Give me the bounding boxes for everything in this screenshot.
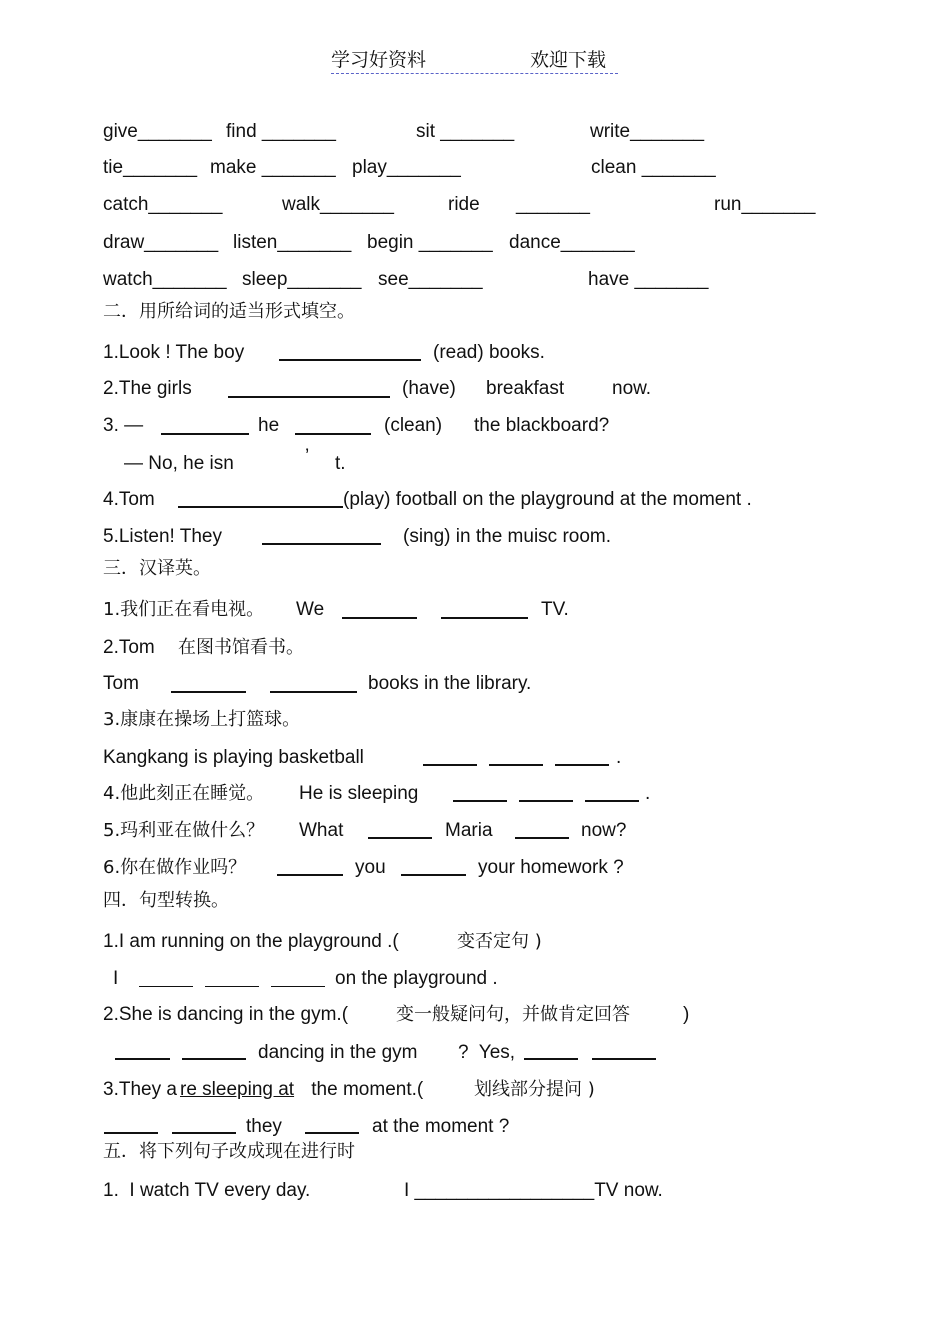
blank-line: [178, 506, 343, 508]
s2-q2-text: 2.The girls: [103, 378, 192, 399]
s4-q3b-they: they: [246, 1116, 282, 1137]
blank-line: [270, 691, 357, 693]
verb-see: see_______: [378, 269, 483, 290]
verb-run: run_______: [714, 194, 816, 215]
s4-q2b-yes: ? Yes,: [458, 1042, 516, 1063]
s2-q5-text: 5.Listen! They: [103, 526, 223, 547]
verb-write: write_______: [590, 121, 705, 142]
s4-q3-underlined: re sleeping at: [180, 1079, 295, 1100]
s2-q1-text: 1.Look ! The boy: [103, 342, 245, 363]
blank-line: [524, 1058, 578, 1060]
s2-q2-word: breakfast: [486, 378, 565, 399]
blank-line: [182, 1058, 246, 1060]
s3-q4-text: He is sleeping: [299, 783, 419, 804]
s2-q3-he: he: [258, 415, 280, 436]
s2-q4-tail: (play) football on the playground at the moment .: [343, 489, 752, 510]
section-3-heading: 三．汉译英。: [103, 558, 211, 579]
blank-line: [279, 359, 421, 361]
blank-line: [515, 837, 569, 839]
verb-tie: tie_______: [103, 157, 198, 178]
verb-clean: clean _______: [591, 157, 716, 178]
blank-line: [277, 874, 343, 876]
verb-catch: catch_______: [103, 194, 223, 215]
s5-q1-text: 1. I watch TV every day.: [103, 1180, 311, 1201]
s2-q3-answer: — No, he isn: [124, 453, 234, 474]
s3-q4-cn: 4.他此刻正在睡觉。: [103, 783, 265, 804]
s4-q1b-i: I: [113, 968, 119, 989]
s4-q1-instruction: 变否定句 ): [457, 931, 542, 952]
s2-q3-apostrophe: ’: [305, 446, 310, 467]
s3-q2-tom: 2.Tom: [103, 637, 155, 658]
blank-line: [342, 617, 417, 619]
blank-line: [441, 617, 528, 619]
s2-q2-verb: (have): [402, 378, 456, 399]
s3-q6-tail: your homework ?: [478, 857, 624, 878]
s3-q3b-period: .: [616, 747, 622, 768]
s3-q1-tail: TV.: [541, 599, 569, 620]
blank-line: [139, 986, 193, 987]
blank-line: [519, 800, 573, 802]
s2-q3-tail: the blackboard?: [474, 415, 610, 436]
s3-q5-cn: 5.玛利亚在做什么？: [103, 820, 265, 841]
blank-line: [423, 764, 477, 766]
blank-line: [205, 986, 259, 987]
verb-listen: listen_______: [233, 232, 352, 253]
blank-line: [161, 433, 249, 435]
blank-line: [171, 691, 246, 693]
verb-ride-blank: _______: [516, 194, 590, 215]
s2-q3-verb: (clean): [384, 415, 443, 436]
verb-dance: dance_______: [509, 232, 635, 253]
s3-q2b-tail: books in the library.: [368, 673, 532, 694]
blank-line: [104, 1132, 158, 1134]
s3-q5-tail: now?: [581, 820, 627, 841]
verb-watch: watch_______: [103, 269, 227, 290]
s3-q1-we: We: [296, 599, 325, 620]
blank-line: [271, 986, 325, 987]
blank-line: [172, 1132, 236, 1134]
blank-line: [489, 764, 543, 766]
s5-q1-answer: I _________________TV now.: [404, 1180, 663, 1201]
blank-line: [555, 764, 609, 766]
s3-q5-what: What: [299, 820, 344, 841]
s2-q1-tail: (read) books.: [433, 342, 545, 363]
verb-draw: draw_______: [103, 232, 219, 253]
s2-q5-tail: (sing) in the muisc room.: [403, 526, 612, 547]
s3-q3-cn: 3.康康在操场上打篮球。: [103, 709, 301, 730]
s3-q6-you: you: [355, 857, 386, 878]
s4-q3-lead: 3.They a: [103, 1079, 177, 1100]
blank-line: [401, 874, 466, 876]
s3-q6-cn: 6.你在做作业吗？: [103, 857, 247, 878]
s4-q1b-tail: on the playground .: [335, 968, 498, 989]
verb-give: give_______: [103, 121, 212, 142]
s3-q1-cn: 1.我们正在看电视。: [103, 599, 265, 620]
verb-have: have _______: [588, 269, 709, 290]
s2-q2-tail: now.: [612, 378, 652, 399]
s4-q2-instruction: 变一般疑问句，并做肯定回答: [396, 1004, 630, 1025]
s4-q2-close: ): [683, 1004, 690, 1025]
s4-q1-text: 1.I am running on the playground .(: [103, 931, 399, 952]
verb-sit: sit _______: [416, 121, 515, 142]
blank-line: [295, 433, 371, 435]
section-2-heading: 二．用所给词的适当形式填空。: [103, 301, 355, 322]
blank-line: [305, 1132, 359, 1134]
s3-q5-maria: Maria: [445, 820, 493, 841]
verb-play: play_______: [352, 157, 461, 178]
blank-line: [262, 543, 381, 545]
s4-q2b-text: dancing in the gym: [258, 1042, 418, 1063]
s2-q3-answer-tail: t.: [335, 453, 346, 474]
verb-find: find _______: [226, 121, 336, 142]
header-left: 学习好资料: [331, 49, 427, 71]
s4-q3b-tail: at the moment ?: [372, 1116, 510, 1137]
verb-make: make _______: [210, 157, 336, 178]
section-5-heading: 五．将下列句子改成现在进行时: [103, 1141, 355, 1162]
blank-line: [453, 800, 507, 802]
s4-q3-instruction: 划线部分提问 ): [474, 1079, 595, 1100]
s3-q3b-text: Kangkang is playing basketball: [103, 747, 364, 768]
s4-q2-text: 2.She is dancing in the gym.(: [103, 1004, 349, 1025]
blank-line: [368, 837, 432, 839]
verb-ride: ride: [448, 194, 480, 215]
s2-q4-text: 4.Tom: [103, 489, 155, 510]
blank-line: [585, 800, 639, 802]
s4-q3-text: the moment.(: [306, 1079, 424, 1100]
blank-line: [115, 1058, 170, 1060]
s3-q2b-tom: Tom: [103, 673, 139, 694]
verb-sleep: sleep_______: [242, 269, 362, 290]
blank-line: [228, 396, 390, 398]
s3-q4-period: .: [645, 783, 651, 804]
verb-walk: walk_______: [282, 194, 394, 215]
header-right: 欢迎下载: [530, 49, 607, 71]
header-dashed-underline: [331, 73, 618, 74]
s2-q3-text: 3. —: [103, 415, 144, 436]
verb-begin: begin _______: [367, 232, 493, 253]
blank-line: [592, 1058, 656, 1060]
section-4-heading: 四．句型转换。: [103, 890, 229, 911]
s3-q2-cn: 在图书馆看书。: [178, 637, 304, 658]
